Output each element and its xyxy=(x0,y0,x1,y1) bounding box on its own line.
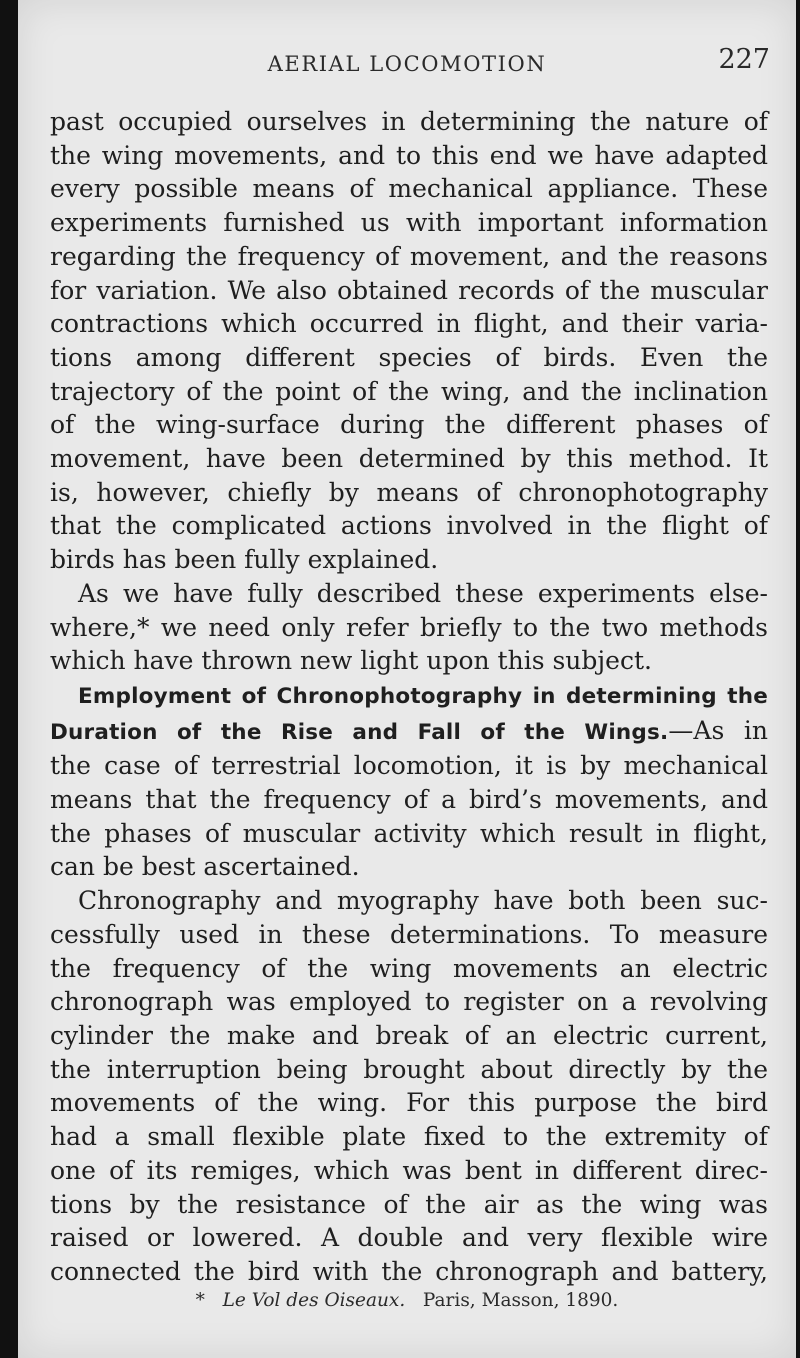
text-line: for variation. We also obtained records of the muscular xyxy=(50,275,768,305)
text-line: movement, have been determined by this method. It xyxy=(50,444,768,474)
page-header xyxy=(18,44,796,80)
text-line: tions among different species of birds. Even the xyxy=(50,342,768,372)
text-line: chronograph was employed to register on a revolving xyxy=(50,987,768,1017)
text-line: the wing movements, and to this end we have adapted xyxy=(50,140,768,170)
paragraph-2 xyxy=(50,577,768,678)
text-line: the phases of muscular activity which result in flight, xyxy=(50,818,768,848)
text-line: the frequency of the wing movements an electric xyxy=(50,953,768,983)
text-line: As we have fully described these experiments else- xyxy=(78,578,768,608)
text-line: raised or lowered. A double and very flexible wire xyxy=(50,1223,768,1253)
text-line xyxy=(50,714,768,750)
text-line: one of its remiges, which was bent in different direc- xyxy=(50,1155,768,1185)
text-line: the interruption being brought about directly by the xyxy=(50,1054,768,1084)
text-line: contractions which occurred in flight, and their varia- xyxy=(50,309,768,339)
text-line: past occupied ourselves in determining the nature of xyxy=(50,107,768,136)
text-line: connected the bird with the chronograph and battery, xyxy=(50,1256,768,1286)
footnote-title: Le Vol des Oiseaux. xyxy=(222,1290,406,1311)
footnote-marker: * xyxy=(195,1290,205,1311)
section-heading: Employment of Chronophotography in determining the xyxy=(78,683,768,709)
text-line: regarding the frequency of movement, and the reasons xyxy=(50,241,768,271)
text-line: cessfully used in these determinations. To measure xyxy=(50,919,768,949)
book-page xyxy=(18,0,796,1358)
text-line: is, however, chiefly by means of chronophotography xyxy=(50,477,768,507)
text-line: experiments furnished us with important information xyxy=(50,208,768,238)
text-line: the case of terrestrial locomotion, it is by mechanical xyxy=(50,751,768,781)
text-line: that the complicated actions involved in the flight of xyxy=(50,511,768,541)
text-line: movements of the wing. For this purpose the bird xyxy=(50,1088,768,1118)
footnote xyxy=(18,1290,796,1311)
text-line: where,* we need only refer briefly to the two methods xyxy=(50,612,768,642)
body-text xyxy=(50,105,768,1289)
running-title: AERIAL LOCOMOTION xyxy=(267,52,547,76)
paragraph-4 xyxy=(50,884,768,1288)
footnote-publisher: Paris, Masson, 1890. xyxy=(422,1290,619,1311)
page-number: 227 xyxy=(718,44,770,75)
text-line: which have thrown new light upon this subject. xyxy=(50,646,652,676)
text-line: can be best ascertained. xyxy=(50,852,360,882)
text-line: of the wing-surface during the different phases of xyxy=(50,410,768,440)
text-line: Chronography and myography have both been suc- xyxy=(78,886,768,916)
text-line: every possible means of mechanical appliance. These xyxy=(50,174,768,204)
text-line: trajectory of the point of the wing, and the inclination xyxy=(50,376,768,406)
text-line: birds has been fully explained. xyxy=(50,545,439,575)
paragraph-3 xyxy=(50,678,768,884)
text-line: tions by the resistance of the air as the wing was xyxy=(50,1189,768,1219)
paragraph-1 xyxy=(50,105,768,577)
section-heading: Duration of the Rise and Fall of the Wings. xyxy=(50,719,669,745)
text-line xyxy=(50,678,768,714)
text-line: had a small flexible plate fixed to the extremity of xyxy=(50,1122,768,1152)
text-line: cylinder the make and break of an electric current, xyxy=(50,1020,768,1050)
heading-continuation: —As in xyxy=(668,715,768,745)
text-line: means that the frequency of a bird’s movements, and xyxy=(50,785,768,815)
